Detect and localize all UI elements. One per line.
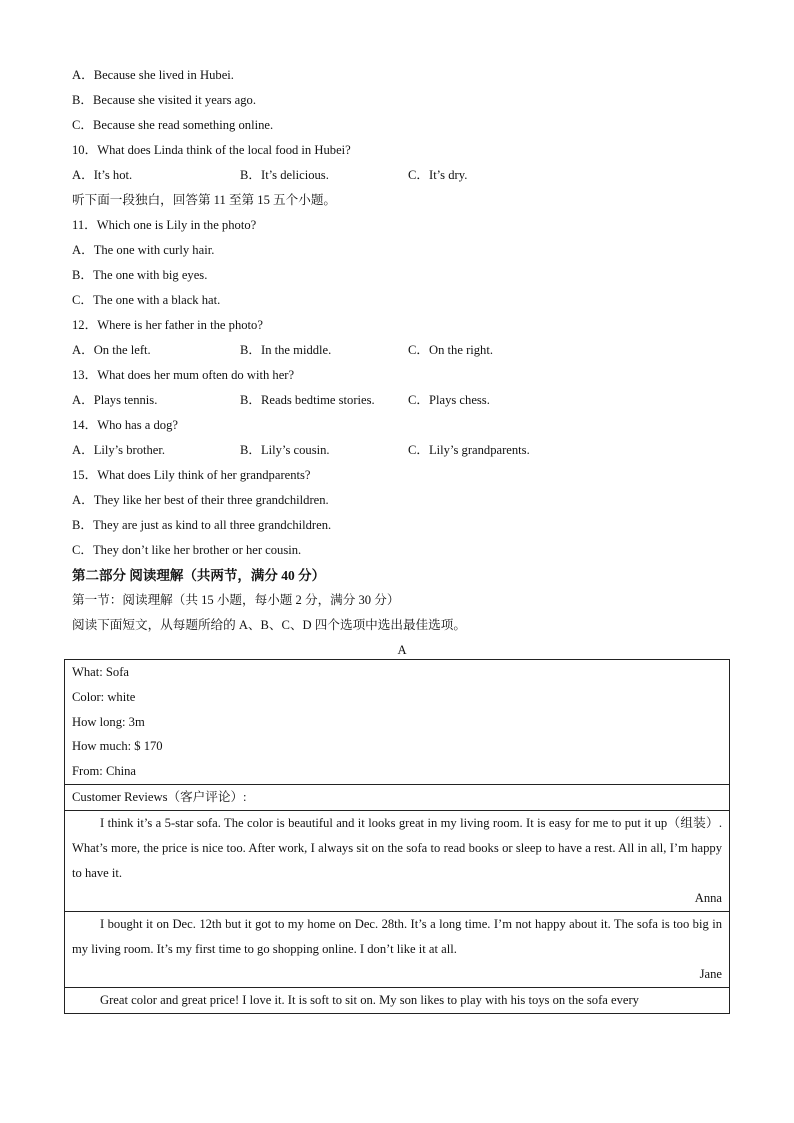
passage-label: A <box>397 643 407 657</box>
product-info-row <box>65 660 730 785</box>
q11-question: 11．Which one is Lily in the photo? <box>72 218 257 232</box>
review-cell <box>65 987 730 1013</box>
q12-option-a: A．On the left. <box>72 343 151 357</box>
reviews-header-row <box>65 784 730 810</box>
product-length: How long: 3m <box>72 714 145 729</box>
product-what: What: Sofa <box>72 665 130 679</box>
product-review-table <box>64 659 730 1014</box>
q15-option-c: C．They don’t like her brother or her cousin. <box>72 543 302 557</box>
q15-question: 15．What does Lily think of her grandparents? <box>72 468 311 482</box>
q13-option-b: B．Reads bedtime stories. <box>240 393 375 407</box>
q14-option-a: A．Lily’s brother. <box>72 443 166 457</box>
q14-options <box>72 438 732 463</box>
monologue-instruction: 听下面一段独白，回答第 11 至第 15 五个小题。 <box>72 193 337 207</box>
section1-title: 第一节：阅读理解（共 15 小题，每小题 2 分，满分 30 分） <box>72 593 400 607</box>
q13-option-a: A．Plays tennis. <box>72 393 158 407</box>
q10-option-c: C．It’s dry. <box>408 168 468 182</box>
product-color: Color: white <box>72 689 136 704</box>
q9-option-a: A．Because she lived in Hubei. <box>72 68 234 82</box>
review-row <box>65 911 730 987</box>
q14-option-c: C．Lily’s grandparents. <box>408 443 530 457</box>
q13-options <box>72 388 732 413</box>
review-row <box>65 810 730 911</box>
review-text: I bought it on Dec. 12th but it got to my home on Dec. 28th. It’s a long time. I’m not happy about it. The sofa is too big in my living room. It’s my first time to go shopping online. I don’t like it at all. <box>72 916 722 956</box>
q12-option-b: B．In the middle. <box>240 343 332 357</box>
product-price: How much: $ 170 <box>72 739 163 754</box>
reviews-header-cell <box>65 784 730 810</box>
q11-option-a: A．The one with curly hair. <box>72 243 215 257</box>
reviews-header: Customer Reviews（客户评论）: <box>72 789 247 804</box>
q11-option-b: B．The one with big eyes. <box>72 268 208 282</box>
q14-option-b: B．Lily’s cousin. <box>240 443 330 457</box>
review-cell <box>65 911 730 987</box>
q9-option-c: C．Because she read something online. <box>72 118 274 132</box>
product-info-cell <box>65 660 730 785</box>
review-text: Great color and great price! I love it. It is soft to sit on. My son likes to play with his toys on the sofa every <box>100 992 639 1007</box>
q12-options <box>72 338 732 363</box>
q11-option-c: C．The one with a black hat. <box>72 293 221 307</box>
review-author: Jane <box>699 966 722 981</box>
part2-title: 第二部分 阅读理解（共两节，满分 40 分） <box>72 568 326 583</box>
q13-question: 13．What does her mum often do with her? <box>72 368 295 382</box>
listening-section <box>72 63 732 663</box>
q10-question: 10．What does Linda think of the local food in Hubei? <box>72 143 351 157</box>
q14-question: 14．Who has a dog? <box>72 418 178 432</box>
q13-option-c: C．Plays chess. <box>408 393 490 407</box>
product-origin: From: China <box>72 764 137 779</box>
review-text: I think it’s a 5-star sofa. The color is beautiful and it looks great in my living room. It is easy for me to put it up（组装）. What’s more, the price is nice too. After work, I always sit on the sofa to read books or sleep to have a rest. All in all, I’m happy to have it. <box>72 815 722 880</box>
q12-option-c: C．On the right. <box>408 343 494 357</box>
q9-option-b: B．Because she visited it years ago. <box>72 93 256 107</box>
q10-option-b: B．It’s delicious. <box>240 168 329 182</box>
reading-instruction: 阅读下面短文，从每题所给的 A、B、C、D 四个选项中选出最佳选项。 <box>72 618 466 632</box>
q15-option-a: A．They like her best of their three grandchildren. <box>72 493 329 507</box>
q15-option-b: B．They are just as kind to all three grandchildren. <box>72 518 332 532</box>
q10-option-a: A．It’s hot. <box>72 168 133 182</box>
review-cell <box>65 810 730 911</box>
q12-question: 12．Where is her father in the photo? <box>72 318 263 332</box>
review-row <box>65 987 730 1013</box>
q10-options <box>72 163 732 188</box>
review-author: Anna <box>694 890 722 905</box>
